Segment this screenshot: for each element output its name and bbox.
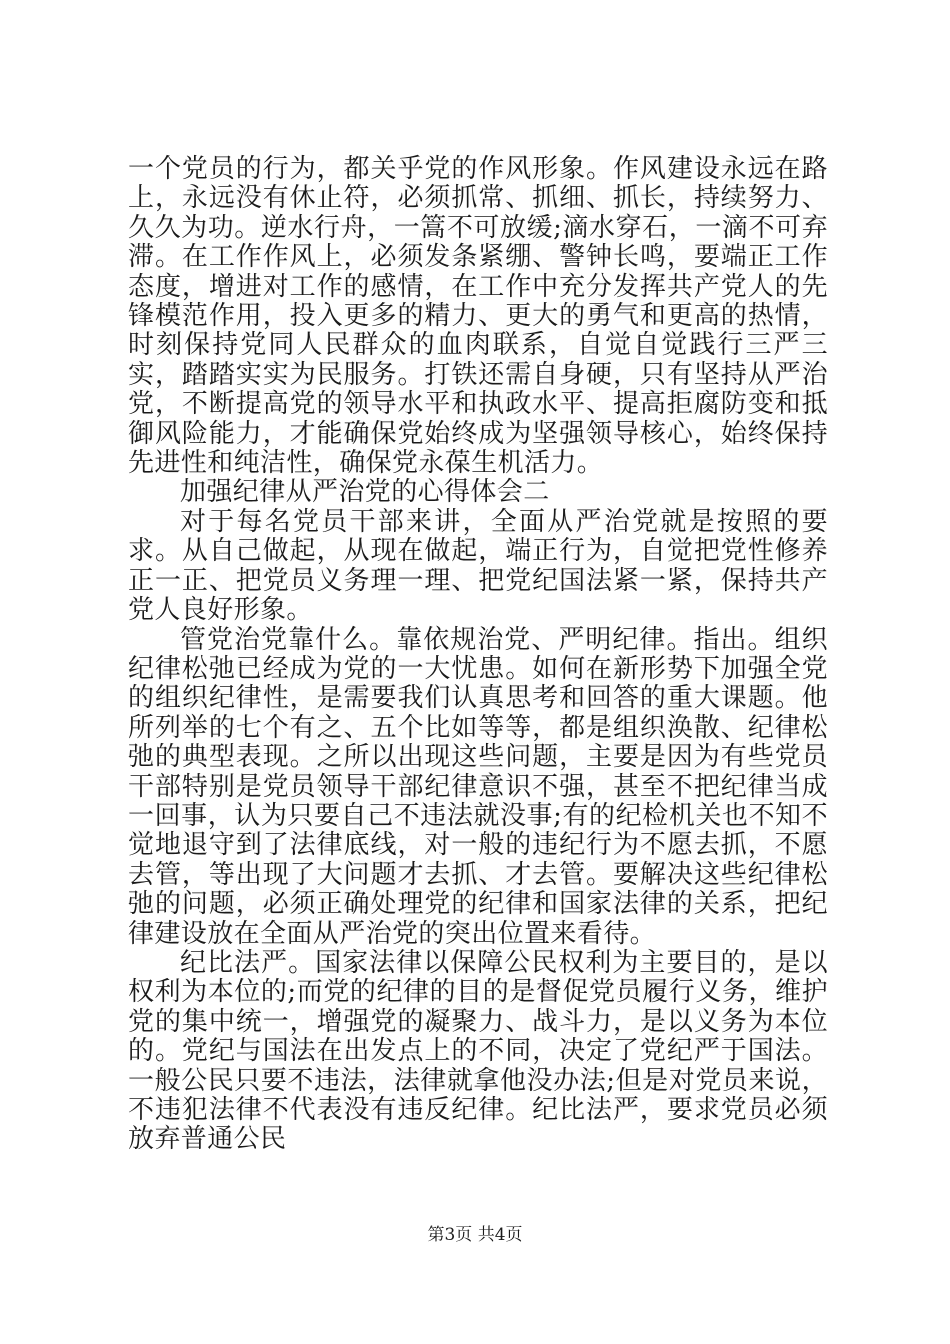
- page-number-footer: 第3页 共4页: [427, 1225, 523, 1245]
- paragraph-2: 对于每名党员干部来讲，全面从严治党就是按照的要求。从自己做起，从现在做起，端正行为，自觉把党性修养正一正、把党员义务理一理、把党纪国法紧一紧，保持共产党人良好形象。: [128, 506, 828, 626]
- document-body: [128, 155, 828, 1155]
- paragraph-3: 管党治党靠什么。靠依规治党、严明纪律。指出。组织纪律松弛已经成为党的一大忧患。如何在新形势下加强全党的组织纪律性，是需要我们认真思考和回答的重大课题。他所列举的七个有之、五个比如等等，都是组织涣散、纪律松弛的典型表现。之所以出现这些问题，主要是因为有些党员干部特别是党员领导干部纪律意识不强，甚至不把纪律当成一回事，认为只要自己不违法就没事;有的纪检机关也不知不觉地退守到了法律底线，对一般的违纪行为不愿去抓，不愿去管，等出现了大问题才去抓、才去管。要解决这些纪律松弛的问题，必须正确处理党的纪律和国家法律的关系，把纪律建设放在全面从严治党的突出位置来看待。: [128, 624, 828, 949]
- section-heading: 加强纪律从严治党的心得体会二: [180, 477, 550, 508]
- paragraph-4: 纪比法严。国家法律以保障公民权利为主要目的，是以权利为本位的;而党的纪律的目的是督促党员履行义务，维护党的集中统一，增强党的凝聚力、战斗力，是以义务为本位的。党纪与国法在出发点上的不同，决定了党纪严于国法。一般公民只要不违法，法律就拿他没办法;但是对党员来说，不违犯法律不代表没有违反纪律。纪比法严，要求党员必须放弃普通公民: [128, 947, 828, 1155]
- paragraph-1: 一个党员的行为，都关乎党的作风形象。作风建设永远在路上，永远没有休止符，必须抓常、抓细、抓长，持续努力、久久为功。逆水行舟，一篙不可放缓;滴水穿石，一滴不可弃滞。在工作作风上，必须发条紧绷、警钟长鸣，要端正工作态度，增进对工作的感情，在工作中充分发挥共产党人的先锋模范作用，投入更多的精力、更大的勇气和更高的热情，时刻保持党同人民群众的血肉联系，自觉自觉践行三严三实，踏踏实实为民服务。打铁还需自身硬，只有坚持从严治党，不断提高党的领导水平和执政水平、提高拒腐防变和抵御风险能力，才能确保党始终成为坚强领导核心，始终保持先进性和纯洁性，确保党永葆生机活力。: [128, 154, 828, 479]
